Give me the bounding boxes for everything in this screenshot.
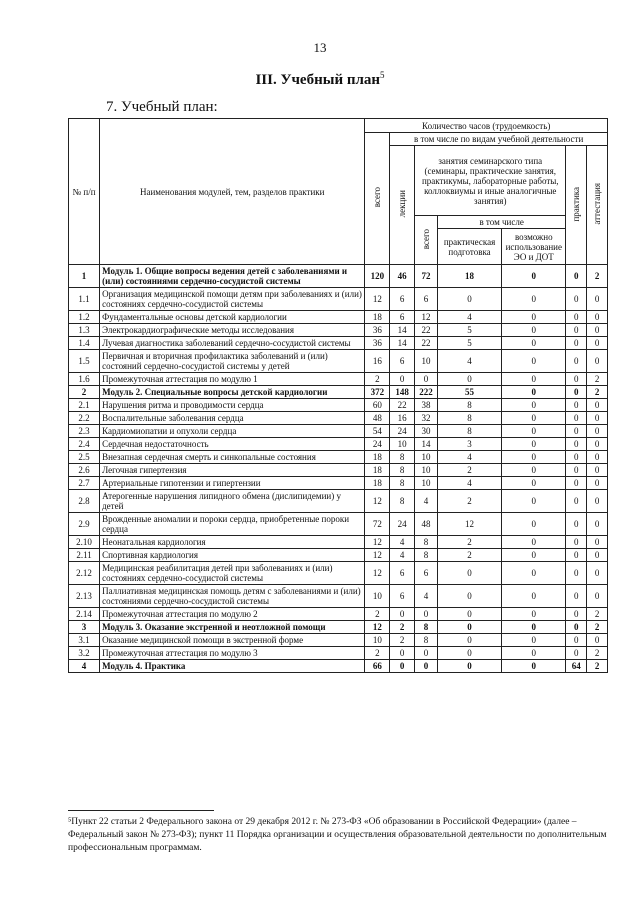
seminars-header: занятия семинарского типа (семинары, практические занятия, практикумы, лабораторные работы, коллоквиумы и иные аналогичные занятия) xyxy=(415,146,566,216)
lectures-label: лекции xyxy=(397,190,408,218)
row-number: 2.3 xyxy=(69,425,100,438)
cell-eo: 0 xyxy=(502,337,566,350)
cell-lec: 8 xyxy=(390,477,415,490)
table-row xyxy=(69,425,608,438)
cell-lec: 16 xyxy=(390,412,415,425)
row-title: Первичная и вторичная профилактика заболеваний и (или) состояний сердечно-сосудистой системы у детей xyxy=(100,350,365,373)
cell-att: 0 xyxy=(587,634,608,647)
cell-eo: 0 xyxy=(502,451,566,464)
row-title: Модуль 2. Специальные вопросы детской кардиологии xyxy=(100,386,365,399)
cell-eo: 0 xyxy=(502,425,566,438)
cell-att: 2 xyxy=(587,386,608,399)
cell-eo: 0 xyxy=(502,464,566,477)
cell-lec: 0 xyxy=(390,608,415,621)
cell-att: 0 xyxy=(587,425,608,438)
row-number: 2.5 xyxy=(69,451,100,464)
table-row xyxy=(69,337,608,350)
col-name-header: Наименования модулей, тем, разделов практики xyxy=(100,119,365,265)
cell-eo: 0 xyxy=(502,536,566,549)
cell-lec: 148 xyxy=(390,386,415,399)
cell-pr: 0 xyxy=(566,536,587,549)
cell-lec: 4 xyxy=(390,549,415,562)
cell-eo: 0 xyxy=(502,608,566,621)
cell-pr: 0 xyxy=(566,451,587,464)
cell-pp: 2 xyxy=(437,464,501,477)
cell-pp: 4 xyxy=(437,311,501,324)
cell-pr: 0 xyxy=(566,477,587,490)
cell-total: 66 xyxy=(365,660,390,673)
cell-att: 0 xyxy=(587,438,608,451)
cell-sem: 12 xyxy=(415,311,438,324)
col-num-header: № п/п xyxy=(69,119,100,265)
cell-sem: 72 xyxy=(415,265,438,288)
cell-lec: 24 xyxy=(390,425,415,438)
cell-total: 12 xyxy=(365,536,390,549)
cell-att: 0 xyxy=(587,464,608,477)
cell-pp: 2 xyxy=(437,536,501,549)
cell-eo: 0 xyxy=(502,562,566,585)
cell-att: 0 xyxy=(587,311,608,324)
incl-header: в том числе xyxy=(437,216,566,229)
row-number: 1.5 xyxy=(69,350,100,373)
cell-pr: 0 xyxy=(566,337,587,350)
cell-total: 12 xyxy=(365,621,390,634)
cell-sem: 10 xyxy=(415,477,438,490)
cell-pp: 2 xyxy=(437,549,501,562)
row-title: Модуль 4. Практика xyxy=(100,660,365,673)
cell-sem: 8 xyxy=(415,549,438,562)
cell-eo: 0 xyxy=(502,399,566,412)
cell-eo: 0 xyxy=(502,438,566,451)
cell-sem: 222 xyxy=(415,386,438,399)
cell-att: 2 xyxy=(587,647,608,660)
cell-sem: 0 xyxy=(415,608,438,621)
cell-att: 0 xyxy=(587,288,608,311)
row-number: 1.1 xyxy=(69,288,100,311)
table-row xyxy=(69,438,608,451)
footnote: ⁵Пункт 22 статьи 2 Федерального закона от 29 декабря 2012 г. № 273-ФЗ «Об образовании в Российской Федерации» (далее – Федеральный закон № 273-ФЗ); пункт 11 Порядка организации и осуществления образовательной деятельности по дополнительным профессиональным программам. xyxy=(68,817,607,853)
cell-pp: 5 xyxy=(437,324,501,337)
page-title xyxy=(0,70,640,89)
cell-pp: 55 xyxy=(437,386,501,399)
cell-pp: 0 xyxy=(437,585,501,608)
cell-pr: 0 xyxy=(566,373,587,386)
cell-pp: 8 xyxy=(437,425,501,438)
row-title: Внезапная сердечная смерть и синкопальные состояния xyxy=(100,451,365,464)
section-subtitle: 7. Учебный план: xyxy=(106,99,218,115)
cell-eo: 0 xyxy=(502,265,566,288)
cell-total: 18 xyxy=(365,464,390,477)
row-number: 2.12 xyxy=(69,562,100,585)
row-title: Спортивная кардиология xyxy=(100,549,365,562)
cell-pp: 0 xyxy=(437,562,501,585)
cell-eo: 0 xyxy=(502,477,566,490)
cell-lec: 0 xyxy=(390,660,415,673)
row-number: 2.8 xyxy=(69,490,100,513)
cell-total: 72 xyxy=(365,513,390,536)
cell-pr: 0 xyxy=(566,513,587,536)
cell-pp: 4 xyxy=(437,451,501,464)
cell-lec: 6 xyxy=(390,585,415,608)
cell-pp: 4 xyxy=(437,477,501,490)
table-header xyxy=(69,119,608,265)
table-row xyxy=(69,265,608,288)
col-practice-header xyxy=(566,146,587,265)
cell-att: 2 xyxy=(587,621,608,634)
cell-total: 2 xyxy=(365,608,390,621)
cell-total: 120 xyxy=(365,265,390,288)
cell-att: 0 xyxy=(587,536,608,549)
cell-sem: 8 xyxy=(415,634,438,647)
cell-eo: 0 xyxy=(502,386,566,399)
cell-pp: 18 xyxy=(437,265,501,288)
row-title: Медицинская реабилитация детей при заболеваниях и (или) состояниях сердечно-сосудистой системы xyxy=(100,562,365,585)
table-row xyxy=(69,324,608,337)
cell-att: 0 xyxy=(587,350,608,373)
cell-sem: 30 xyxy=(415,425,438,438)
row-number: 1.4 xyxy=(69,337,100,350)
cell-sem: 0 xyxy=(415,373,438,386)
cell-eo: 0 xyxy=(502,490,566,513)
row-title: Лучевая диагностика заболеваний сердечно-сосудистой системы xyxy=(100,337,365,350)
cell-total: 12 xyxy=(365,288,390,311)
row-number: 1.6 xyxy=(69,373,100,386)
cell-sem: 0 xyxy=(415,647,438,660)
cell-total: 2 xyxy=(365,373,390,386)
cell-att: 0 xyxy=(587,324,608,337)
row-number: 2.14 xyxy=(69,608,100,621)
cell-pp: 2 xyxy=(437,490,501,513)
cell-sem: 6 xyxy=(415,562,438,585)
row-number: 2.11 xyxy=(69,549,100,562)
total-label: всего xyxy=(372,187,383,208)
row-number: 2.4 xyxy=(69,438,100,451)
table-row xyxy=(69,647,608,660)
row-number: 2.13 xyxy=(69,585,100,608)
cell-pp: 0 xyxy=(437,621,501,634)
row-title: Модуль 3. Оказание экстренной и неотложной помощи xyxy=(100,621,365,634)
cell-total: 12 xyxy=(365,549,390,562)
cell-pr: 0 xyxy=(566,311,587,324)
cell-lec: 14 xyxy=(390,324,415,337)
footnote-ref: 5 xyxy=(380,70,385,80)
cell-pr: 0 xyxy=(566,288,587,311)
cell-sem: 38 xyxy=(415,399,438,412)
table-row xyxy=(69,373,608,386)
cell-pp: 0 xyxy=(437,647,501,660)
curriculum-table xyxy=(68,118,608,673)
cell-lec: 6 xyxy=(390,288,415,311)
cell-eo: 0 xyxy=(502,549,566,562)
table-row xyxy=(69,513,608,536)
cell-total: 10 xyxy=(365,585,390,608)
cell-lec: 10 xyxy=(390,438,415,451)
table-row xyxy=(69,386,608,399)
cell-lec: 22 xyxy=(390,399,415,412)
cell-total: 10 xyxy=(365,634,390,647)
sem-total-label: всего xyxy=(421,228,431,250)
cell-total: 12 xyxy=(365,562,390,585)
table-row xyxy=(69,451,608,464)
table-row xyxy=(69,399,608,412)
table-row xyxy=(69,549,608,562)
cell-eo: 0 xyxy=(502,634,566,647)
cell-pr: 0 xyxy=(566,464,587,477)
cell-lec: 2 xyxy=(390,621,415,634)
cell-sem: 6 xyxy=(415,288,438,311)
cell-att: 0 xyxy=(587,477,608,490)
cell-eo: 0 xyxy=(502,311,566,324)
cell-att: 0 xyxy=(587,399,608,412)
row-number: 1 xyxy=(69,265,100,288)
cell-att: 2 xyxy=(587,608,608,621)
cell-att: 2 xyxy=(587,265,608,288)
row-title: Воспалительные заболевания сердца xyxy=(100,412,365,425)
cell-pr: 0 xyxy=(566,350,587,373)
cell-pr: 0 xyxy=(566,412,587,425)
cell-total: 60 xyxy=(365,399,390,412)
cell-lec: 8 xyxy=(390,451,415,464)
cell-pr: 0 xyxy=(566,438,587,451)
cell-sem: 4 xyxy=(415,585,438,608)
cell-sem: 10 xyxy=(415,464,438,477)
cell-pp: 3 xyxy=(437,438,501,451)
cell-pp: 0 xyxy=(437,608,501,621)
cell-pr: 0 xyxy=(566,425,587,438)
title-text: III. Учебный план xyxy=(255,72,381,88)
row-title: Сердечная недостаточность xyxy=(100,438,365,451)
col-lectures-header xyxy=(390,146,415,265)
cell-sem: 8 xyxy=(415,621,438,634)
cell-eo: 0 xyxy=(502,288,566,311)
cell-sem: 8 xyxy=(415,536,438,549)
table-row xyxy=(69,490,608,513)
cell-att: 0 xyxy=(587,562,608,585)
cell-lec: 8 xyxy=(390,490,415,513)
row-title: Артериальные гипотензии и гипертензии xyxy=(100,477,365,490)
cell-lec: 6 xyxy=(390,350,415,373)
cell-pr: 0 xyxy=(566,585,587,608)
by-type-header: в том числе по видам учебной деятельности xyxy=(390,133,608,146)
cell-lec: 6 xyxy=(390,562,415,585)
table-row xyxy=(69,608,608,621)
cell-total: 372 xyxy=(365,386,390,399)
cell-att: 0 xyxy=(587,337,608,350)
col-practical-header: практическая подготовка xyxy=(437,229,501,265)
hours-header: Количество часов (трудоемкость) xyxy=(365,119,608,133)
practice-label: практика xyxy=(571,186,582,222)
table-row xyxy=(69,562,608,585)
cell-lec: 14 xyxy=(390,337,415,350)
row-title: Кардиомиопатии и опухоли сердца xyxy=(100,425,365,438)
cell-sem: 22 xyxy=(415,337,438,350)
cell-total: 36 xyxy=(365,324,390,337)
row-number: 1.3 xyxy=(69,324,100,337)
cell-eo: 0 xyxy=(502,660,566,673)
cell-total: 18 xyxy=(365,477,390,490)
cell-att: 0 xyxy=(587,513,608,536)
cell-eo: 0 xyxy=(502,513,566,536)
cell-eo: 0 xyxy=(502,412,566,425)
cell-lec: 6 xyxy=(390,311,415,324)
cell-pr: 0 xyxy=(566,265,587,288)
row-number: 2.10 xyxy=(69,536,100,549)
table-row xyxy=(69,412,608,425)
table-row xyxy=(69,464,608,477)
cell-sem: 22 xyxy=(415,324,438,337)
col-attestation-header xyxy=(587,146,608,265)
cell-pr: 0 xyxy=(566,324,587,337)
cell-att: 0 xyxy=(587,412,608,425)
cell-pr: 0 xyxy=(566,386,587,399)
col-total-header xyxy=(365,133,390,265)
cell-pr: 0 xyxy=(566,549,587,562)
row-title: Оказание медицинской помощи в экстренной форме xyxy=(100,634,365,647)
cell-att: 0 xyxy=(587,585,608,608)
row-title: Промежуточная аттестация по модулю 1 xyxy=(100,373,365,386)
cell-lec: 8 xyxy=(390,464,415,477)
row-number: 2.6 xyxy=(69,464,100,477)
row-title: Неонатальная кардиология xyxy=(100,536,365,549)
table-row xyxy=(69,621,608,634)
cell-sem: 4 xyxy=(415,490,438,513)
cell-total: 24 xyxy=(365,438,390,451)
cell-eo: 0 xyxy=(502,621,566,634)
table-row xyxy=(69,585,608,608)
cell-pp: 0 xyxy=(437,373,501,386)
row-number: 3.2 xyxy=(69,647,100,660)
cell-total: 36 xyxy=(365,337,390,350)
row-number: 4 xyxy=(69,660,100,673)
cell-pr: 0 xyxy=(566,399,587,412)
cell-pr: 0 xyxy=(566,634,587,647)
attestation-label: аттестация xyxy=(592,183,603,225)
cell-pr: 64 xyxy=(566,660,587,673)
table-row xyxy=(69,288,608,311)
cell-lec: 46 xyxy=(390,265,415,288)
cell-sem: 10 xyxy=(415,451,438,464)
footnote-divider xyxy=(68,810,214,811)
row-title: Врожденные аномалии и пороки сердца, приобретенные пороки сердца xyxy=(100,513,365,536)
cell-sem: 14 xyxy=(415,438,438,451)
cell-sem: 0 xyxy=(415,660,438,673)
cell-pp: 4 xyxy=(437,350,501,373)
cell-eo: 0 xyxy=(502,373,566,386)
row-title: Электрокардиографические методы исследования xyxy=(100,324,365,337)
cell-lec: 24 xyxy=(390,513,415,536)
row-title: Фундаментальные основы детской кардиологии xyxy=(100,311,365,324)
cell-pp: 0 xyxy=(437,660,501,673)
cell-pp: 5 xyxy=(437,337,501,350)
row-number: 2.1 xyxy=(69,399,100,412)
cell-pp: 0 xyxy=(437,634,501,647)
row-number: 2.2 xyxy=(69,412,100,425)
cell-pp: 8 xyxy=(437,399,501,412)
cell-total: 54 xyxy=(365,425,390,438)
table-row xyxy=(69,350,608,373)
cell-pp: 0 xyxy=(437,288,501,311)
cell-pr: 0 xyxy=(566,490,587,513)
cell-att: 0 xyxy=(587,451,608,464)
cell-att: 0 xyxy=(587,549,608,562)
row-title: Модуль 1. Общие вопросы ведения детей с заболеваниями и (или) состояниями сердечно-сосудистой системы xyxy=(100,265,365,288)
cell-total: 18 xyxy=(365,311,390,324)
cell-total: 2 xyxy=(365,647,390,660)
row-number: 2.7 xyxy=(69,477,100,490)
table-row xyxy=(69,634,608,647)
cell-pr: 0 xyxy=(566,562,587,585)
table-row xyxy=(69,660,608,673)
row-number: 2 xyxy=(69,386,100,399)
cell-pp: 8 xyxy=(437,412,501,425)
cell-total: 12 xyxy=(365,490,390,513)
cell-lec: 0 xyxy=(390,373,415,386)
cell-sem: 48 xyxy=(415,513,438,536)
row-number: 1.2 xyxy=(69,311,100,324)
table-row xyxy=(69,311,608,324)
row-title: Промежуточная аттестация по модулю 3 xyxy=(100,647,365,660)
table-row xyxy=(69,536,608,549)
row-title: Нарушения ритма и проводимости сердца xyxy=(100,399,365,412)
cell-lec: 4 xyxy=(390,536,415,549)
cell-att: 2 xyxy=(587,373,608,386)
cell-eo: 0 xyxy=(502,585,566,608)
row-title: Легочная гипертензия xyxy=(100,464,365,477)
table-body xyxy=(69,265,608,673)
cell-total: 18 xyxy=(365,451,390,464)
cell-eo: 0 xyxy=(502,647,566,660)
cell-pr: 0 xyxy=(566,608,587,621)
row-number: 3 xyxy=(69,621,100,634)
cell-eo: 0 xyxy=(502,350,566,373)
cell-att: 0 xyxy=(587,490,608,513)
row-title: Паллиативная медицинская помощь детям с заболеваниями и (или) состояниями сердечно-сосудистой системы xyxy=(100,585,365,608)
cell-lec: 2 xyxy=(390,634,415,647)
cell-sem: 10 xyxy=(415,350,438,373)
col-eo-dot-header: возможно использование ЭО и ДОТ xyxy=(502,229,566,265)
table-row xyxy=(69,477,608,490)
cell-eo: 0 xyxy=(502,324,566,337)
cell-sem: 32 xyxy=(415,412,438,425)
cell-total: 16 xyxy=(365,350,390,373)
cell-pp: 12 xyxy=(437,513,501,536)
row-title: Организация медицинской помощи детям при заболеваниях и (или) состояниях сердечно-сосудистой системы xyxy=(100,288,365,311)
cell-pr: 0 xyxy=(566,621,587,634)
cell-att: 2 xyxy=(587,660,608,673)
cell-lec: 0 xyxy=(390,647,415,660)
cell-pr: 0 xyxy=(566,647,587,660)
page-number: 13 xyxy=(313,40,327,55)
row-number: 2.9 xyxy=(69,513,100,536)
cell-total: 48 xyxy=(365,412,390,425)
row-number: 3.1 xyxy=(69,634,100,647)
row-title: Промежуточная аттестация по модулю 2 xyxy=(100,608,365,621)
row-title: Атерогенные нарушения липидного обмена (дислипидемии) у детей xyxy=(100,490,365,513)
col-sem-total-header xyxy=(415,216,438,265)
